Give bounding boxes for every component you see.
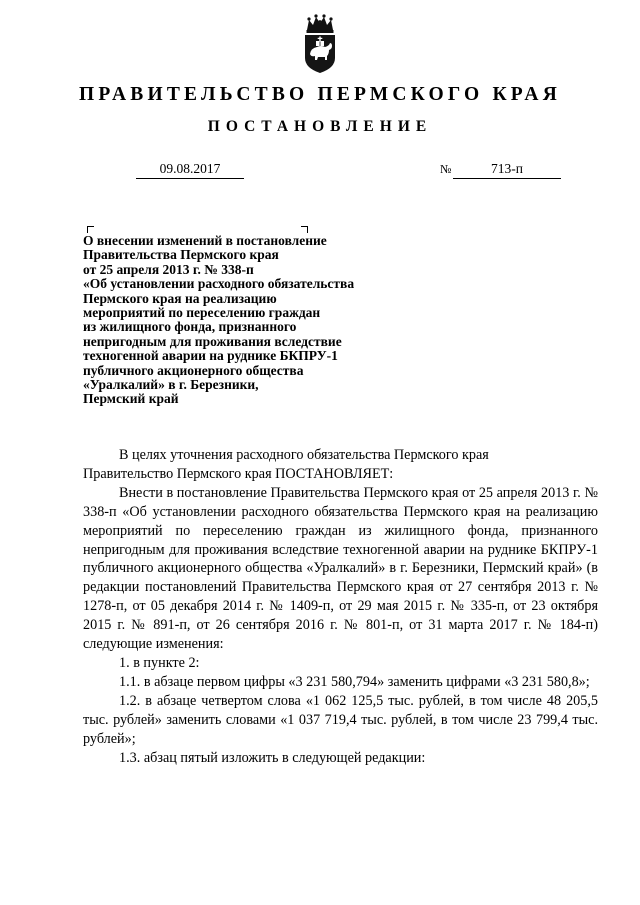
document-type: ПОСТАНОВЛЕНИЕ: [207, 118, 433, 135]
subject-line: публичного акционерного общества: [83, 362, 304, 378]
item-1-2: 1.2. в абзаце четвертом слова «1 062 125,5 тыс. рублей, в том числе 48 205,5 тыс. рублей» заменить словами «1 037 719,4 тыс. рублей, в том числе 23 799,4 тыс. рублей»;: [83, 692, 598, 747]
subject-line: О внесении изменений в постановление: [83, 233, 327, 248]
government-title: ПРАВИТЕЛЬСТВО ПЕРМСКОГО КРАЯ: [79, 84, 561, 105]
document-number: 713-п: [453, 160, 561, 179]
subject-line: Пермского края на реализацию: [83, 290, 277, 306]
subject-line: от 25 апреля 2013 г. № 338-п: [83, 261, 254, 277]
document-body: [83, 446, 598, 767]
subject-line: из жилищного фонда, признанного: [83, 319, 297, 335]
item-1-1: 1.1. в абзаце первом цифры «3 231 580,794» заменить цифрами «3 231 580,8»;: [119, 673, 590, 690]
subject-line: техногенной аварии на руднике БКПРУ-1: [83, 348, 338, 364]
subject-line: мероприятий по переселению граждан: [83, 305, 321, 321]
document-date: 09.08.2017: [136, 160, 244, 179]
item-1: 1. в пункте 2:: [119, 654, 200, 671]
subject-corner-left: [87, 226, 94, 233]
subject-line: Правительства Пермского края: [83, 247, 279, 263]
number-label: №: [440, 162, 452, 176]
subject-line: непригодным для проживания вследствие: [83, 333, 342, 349]
subject-line: «Об установлении расходного обязательства: [83, 276, 355, 292]
item-1-3: 1.3. абзац пятый изложить в следующей редакции:: [119, 749, 426, 766]
subject-corner-right: [301, 226, 308, 233]
main-paragraph: Внести в постановление Правительства Пермского края от 25 апреля 2013 г. № 338-п «Об установлении расходного обязательства Пермского края на реализацию мероприятий по переселению граждан из жилищного фонда, признанного непригодным для проживания вследствие техногенной аварии на руднике БКПРУ-1 публичного акционерного общества «Уралкалий» в г. Березники, Пермский край» (в редакции постановлений Правительства Пермского края от 27 сентября 2013 г. № 1278-п, от 05 декабря 2014 г. № 1409-п, от 29 мая 2015 г. № 335-п, от 23 октября 2015 г. № 891-п, от 26 сентября 2016 г. № 801-п, от 31 марта 2017 г. № 184-п) следующие изменения:: [83, 484, 598, 653]
intro-paragraph-1: В целях уточнения расходного обязательства Пермского края: [119, 447, 489, 463]
subject-line: Пермский край: [83, 391, 179, 407]
perm-krai-coat-of-arms-icon: [299, 12, 341, 74]
document-subject: [83, 234, 403, 407]
subject-line: «Уралкалий» в г. Березники,: [83, 377, 259, 393]
intro-paragraph-2: Правительство Пермского края ПОСТАНОВЛЯЕТ:: [83, 465, 394, 482]
